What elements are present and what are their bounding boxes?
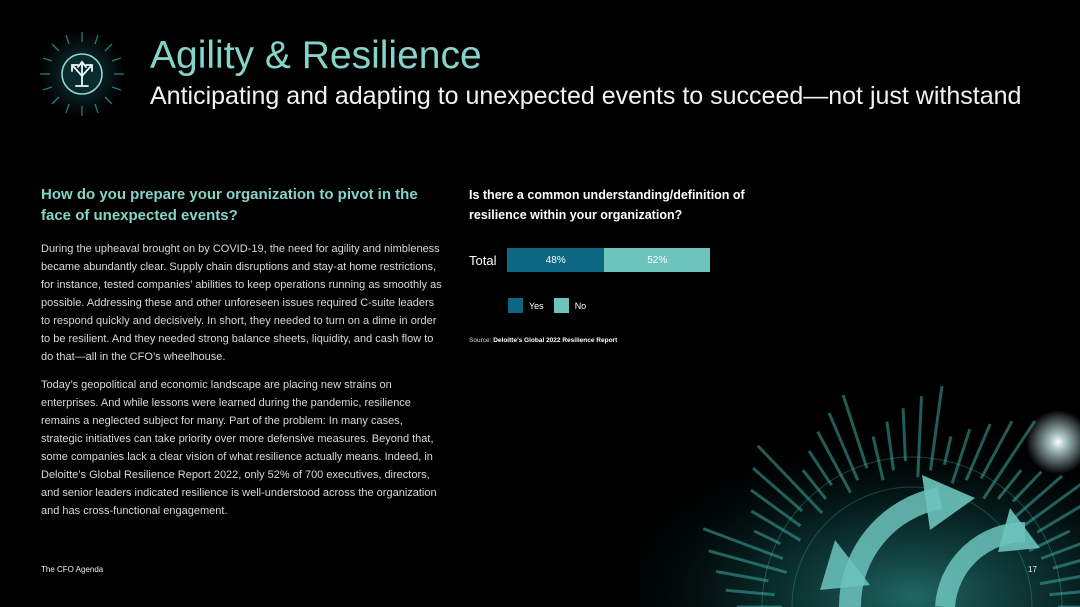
- source-name: Deloitte’s Global 2022 Resilience Report: [493, 337, 618, 344]
- bar-segment-no: [604, 248, 710, 272]
- decorative-globe-graphic: [640, 380, 1080, 607]
- legend-swatch-yes: [508, 298, 523, 313]
- body-paragraph: During the upheaval brought on by COVID-19, the need for agility and nimbleness became abundantly clear. Supply chain disruptions and stay-at home restrictions, for instance, tested companies’ abilities to keep operations running as smoothly as possible. Addressing these and other unforeseen issues required C-suite leaders to respond quickly and decisively. In short, they needed to turn on a dime in order to be resilient. And they needed strong balance sheets, liquidity, and cash flow to do that—all in the CFO’s wheelhouse.: [41, 243, 442, 363]
- bar-data-label: 48%: [545, 254, 566, 266]
- bar-segment-yes: [507, 248, 604, 272]
- section-heading: How do you prepare your organization to pivot in the face of unexpected events?: [41, 186, 418, 224]
- chart-title: Is there a common understanding/definition of resilience within your organization?: [469, 188, 745, 222]
- page-number: 17: [1028, 565, 1037, 574]
- source-prefix: Source:: [469, 337, 494, 344]
- arrows-emblem-icon: [38, 30, 126, 118]
- legend-label-no: No: [574, 300, 587, 311]
- bar-data-label: 52%: [647, 254, 668, 266]
- legend-item-yes: [508, 298, 544, 313]
- body-paragraph: Today’s geopolitical and economic landscape are placing new strains on enterprises. And while lessons were learned during the pandemic, resilience remains a neglected subject for many. Part of the problem: In many cases, strategic initiatives can take priority over more defensive measures. Beyond that, some companies lack a clear vision of what resilience actually means. Indeed, in Deloitte’s Global Resilience Report 2022, only 52% of 700 executives, directors, and senior leaders indicated resilience is well-understood across the organization and has cross-functional engagement.: [41, 379, 437, 517]
- legend-label-yes: Yes: [529, 300, 544, 311]
- bar-category-label: Total: [469, 252, 497, 268]
- body-text-column: [41, 184, 446, 530]
- stacked-bar: [507, 248, 710, 272]
- page-subtitle: Anticipating and adapting to unexpected events to succeed—not just withstand: [150, 82, 1022, 110]
- legend-swatch-no: [554, 298, 569, 313]
- chart-legend: [508, 298, 596, 313]
- chart-source: [469, 337, 617, 344]
- bar-row-total: [469, 248, 710, 272]
- footer-publication: The CFO Agenda: [41, 565, 104, 574]
- page-title: Agility & Resilience: [150, 34, 482, 77]
- legend-item-no: [554, 298, 587, 313]
